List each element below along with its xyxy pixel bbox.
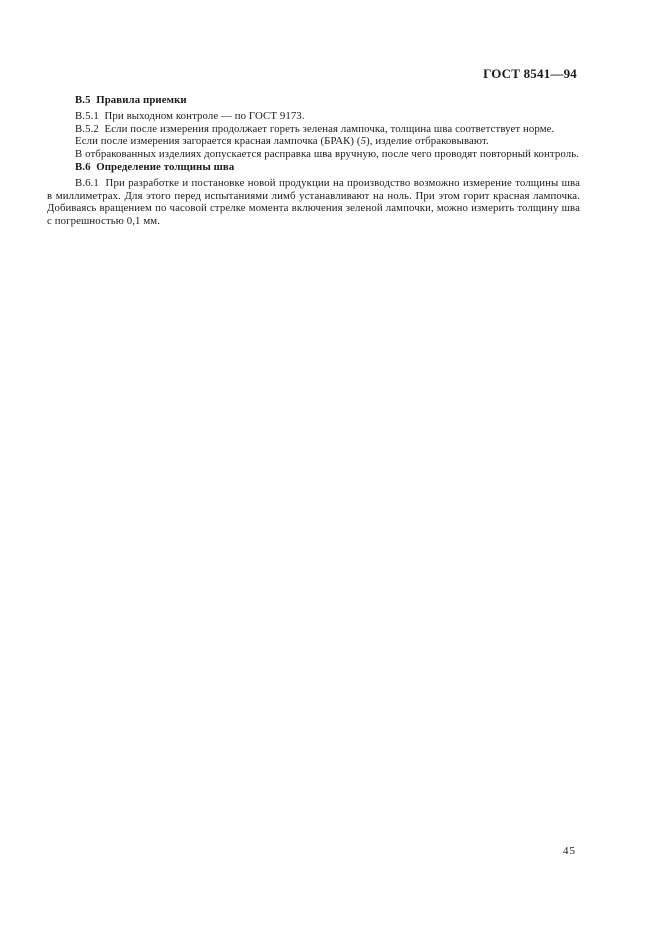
document-number: ГОСТ 8541—94 xyxy=(483,66,577,81)
paragraph-b5-2-continued xyxy=(47,135,580,147)
section-b5 xyxy=(47,94,580,160)
section-b5-heading: В.5 Правила приемки xyxy=(75,94,187,106)
page-footer xyxy=(563,845,576,857)
section-b6 xyxy=(47,161,580,227)
paragraph-b5-1: В.5.1 При выходном контроле — по ГОСТ 9173. xyxy=(75,110,305,123)
paragraph-b5-2-continued-tail: ), изделие отбраковывают. xyxy=(366,135,489,148)
page-header xyxy=(47,66,577,82)
paragraph-b5-rework: В отбракованных изделиях допускается расправка шва вручную, после чего проводят повторный контроль. xyxy=(75,147,580,160)
document-content xyxy=(47,94,580,227)
paragraph-b5-2-continued-text: Если после измерения загорается красная лампочка (БРАК) ( xyxy=(75,135,361,148)
section-b6-heading: В.6 Определение толщины шва xyxy=(75,161,235,174)
page-number: 45 xyxy=(563,845,576,857)
paragraph-b6-1: В.6.1 При разработке и постановке новой продукции на производство возможно измерение толщины шва в миллиметрах. Для этого перед испытаниями лимб устанавливают на ноль. При этом горит красная лампочка. Добиваясь вращением по часовой стрелке момента включения зеленой лампочки, можно измерить толщину шва с погрешностью 0,1 мм. xyxy=(47,177,580,227)
paragraph-b5-2: В.5.2 Если после измерения продолжает гореть зеленая лампочка, толщина шва соответствует норме. xyxy=(75,122,555,135)
figure-reference-5: 5 xyxy=(360,135,367,148)
